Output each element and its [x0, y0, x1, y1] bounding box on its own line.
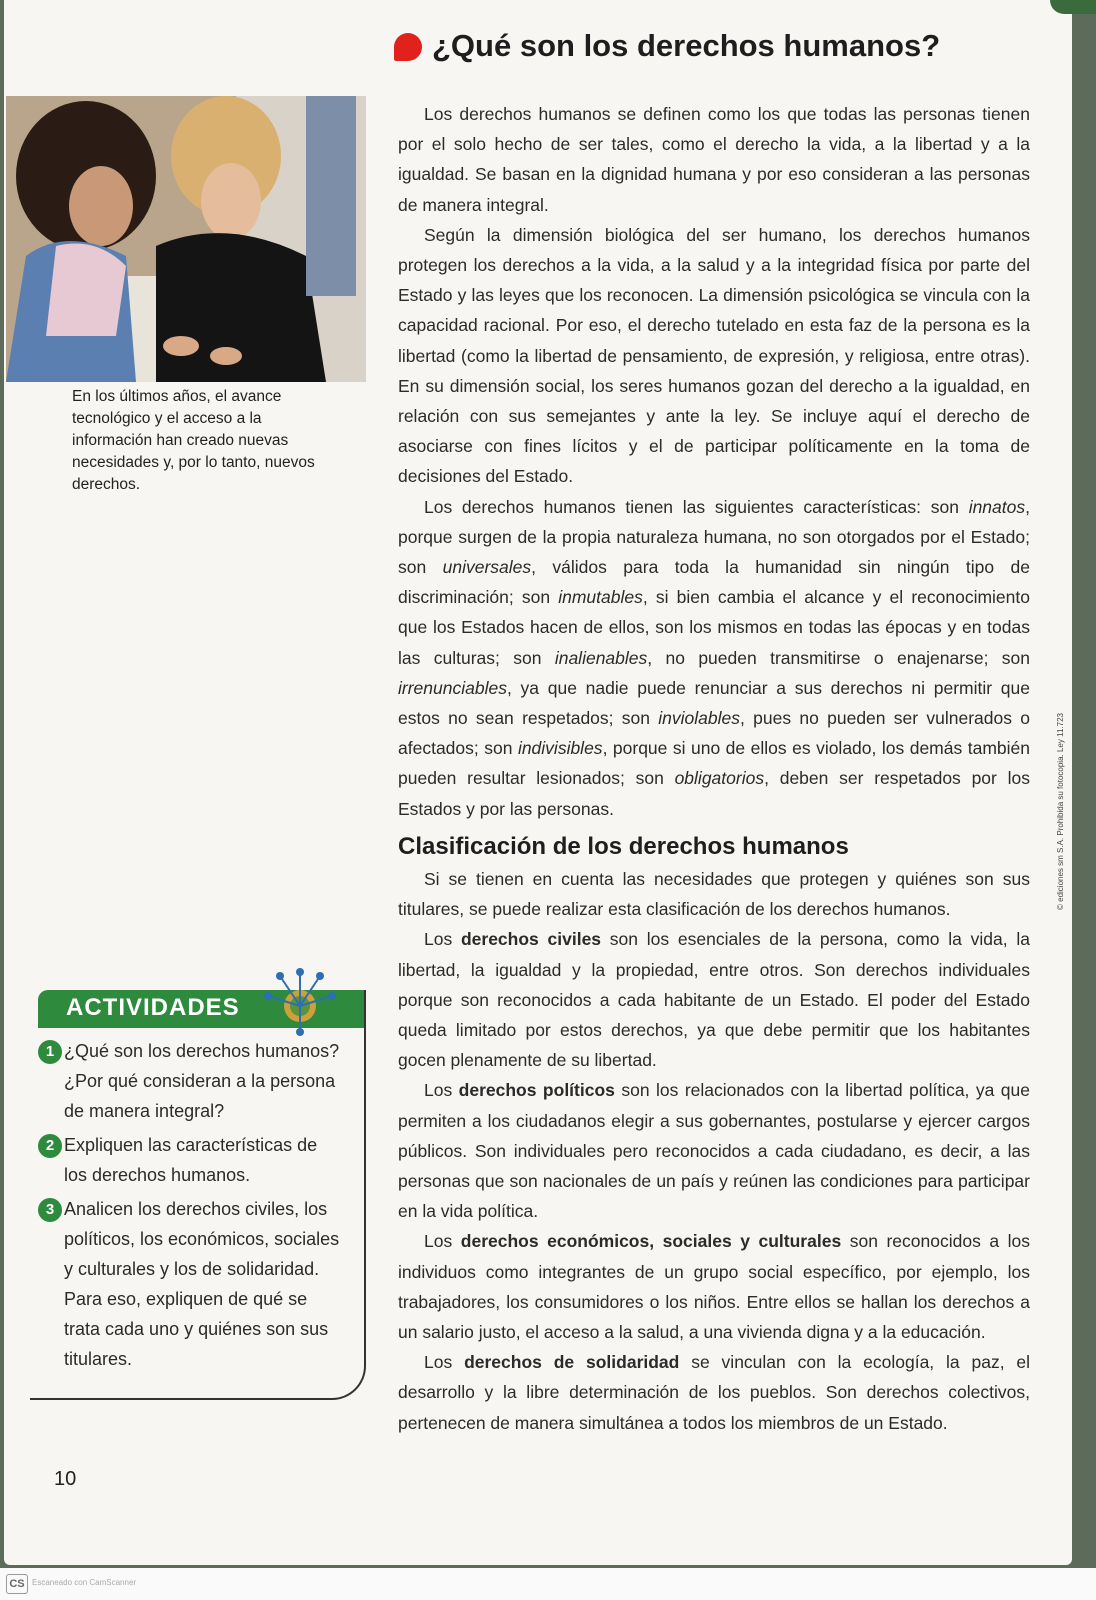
activity-text: Expliquen las características de los derechos humanos.	[64, 1135, 318, 1185]
copyright-notice: © ediciones sm S.A. Prohibida su fotocopia. Ley 11.723	[1056, 713, 1065, 910]
activity-number: 3	[38, 1198, 62, 1222]
photo-caption: En los últimos años, el avance tecnológico y el acceso a la información han creado nuevas necesidades y, por lo tanto, nuevos derechos.	[72, 388, 315, 493]
activity-item	[38, 1130, 340, 1190]
activity-item	[38, 1194, 340, 1374]
camscanner-logo: CS	[6, 1574, 28, 1594]
paragraph: Según la dimensión biológica del ser humano, los derechos humanos protegen los derechos a la vida, a la salud y a la integridad física por parte del Estado y las leyes que los reconocen. La dimensión psicológica se vincula con la capacidad racional. Por eso, el derecho tutelado en esta faz de la persona es la libertad (como la libertad de pensamiento, de expresión, y religiosa, entre otras). En su dimensión social, los seres humanos gozan del derecho a la igualdad, en relación con sus semejantes y ante la ley. Se incluye aquí el derecho de asociarse con fines lícitos y el de participar políticamente en la toma de decisiones del Estado.	[398, 224, 1030, 487]
title-bullet-icon	[394, 33, 422, 61]
activity-text: Analicen los derechos civiles, los políticos, los económicos, sociales y culturales y los de solidaridad. Para eso, expliquen de qué se trata cada uno y quiénes son sus titulares.	[64, 1199, 340, 1369]
paragraph-solidarity-rights: Los derechos de solidaridad se vinculan con la ecología, la paz, el desarrollo y la libre determinación de los pueblos. Son derechos colectivos, pertenecen de manera simultánea a todos los miembros de un Estado.	[398, 1352, 1031, 1433]
activities-list	[38, 1036, 340, 1378]
paragraph: Los derechos humanos se definen como los que todas las personas tienen por el solo hecho de ser tales, como el derecho la vida, a la libertad y a la igualdad. Se basan en la dignidad humana y por eso consideran a las personas de manera integral.	[398, 104, 1030, 215]
scanner-footer	[0, 1568, 1096, 1600]
activity-number: 2	[38, 1134, 62, 1158]
activity-text: ¿Qué son los derechos humanos? ¿Por qué consideran a la persona de manera integral?	[64, 1041, 340, 1121]
paragraph-characteristics: Los derechos humanos tienen las siguientes características: son innatos, porque surgen de la propia naturaleza humana, no son otorgados por el Estado; son universales, válidos para toda la humanidad sin ningún tipo de discriminación; son inmutables, si bien cambia el alcance y el reconocimiento que los Estados hacen de ellos, son los mismos en todas las épocas y en todas las culturas; son inalienables, no pueden transmitirse o enajenarse; son irrenunciables, ya que nadie puede renunciar a sus derechos ni permitir que estos no sean respetados; son inviolables, pues no pueden ser vulnerados o afectados; son indivisibles, porque si uno de ellos es violado, los demás también pueden resultar lesionados; son obligatorios, deben ser respetados por los Estados y por las personas.	[398, 496, 1031, 819]
classification-text	[398, 864, 1030, 1438]
paragraph-economic-rights: Los derechos económicos, sociales y culturales son reconocidos a los individuos como integrantes de un grupo social específico, por ejemplo, los trabajadores, los consumidores o los niños. Entre ellos se hallan los derechos a un salario justo, el acceso a la salud, a una vivienda digna y a la educación.	[398, 1231, 1031, 1343]
page-number: 10	[54, 1468, 77, 1490]
students-photo-illustration	[6, 96, 366, 382]
activities-title: ACTIVIDADES	[66, 994, 240, 1021]
intro-text	[398, 99, 1030, 824]
paragraph-civil-rights: Los derechos civiles son los esenciales de la persona, como la vida, la libertad, la igualdad y la propiedad, entre otros. Son derechos individuales porque son reconocidos a cada habitante de un Estado. El poder del Estado queda limitado por estos derechos, ya que debe permitir que los habitantes gocen plenamente de su libertad.	[398, 929, 1030, 1071]
camscanner-label: Escaneado con CamScanner	[32, 1578, 137, 1587]
paragraph-political-rights: Los derechos políticos son los relacionados con la libertad política, ya que permiten a los ciudadanos elegir a sus gobernantes, postularse y ejercer cargos públicos. Son individuales pero reconocidos a cada ciudadano, es decir, a las personas que son nacionales de un país y reúnen las condiciones para participar en la vida política.	[398, 1080, 1030, 1222]
paragraph: Si se tienen en cuenta las necesidades que protegen y quiénes son sus titulares, se puede realizar esta clasificación de los derechos humanos.	[398, 869, 1030, 920]
students-photo	[6, 96, 366, 382]
molecule-icon	[262, 966, 338, 1036]
page-corner-decoration	[1050, 0, 1096, 14]
activity-number: 1	[38, 1040, 62, 1064]
section-heading: Clasificación de los derechos humanos	[398, 833, 849, 860]
activity-item	[38, 1036, 340, 1126]
page-title: ¿Qué son los derechos humanos?	[432, 28, 941, 63]
